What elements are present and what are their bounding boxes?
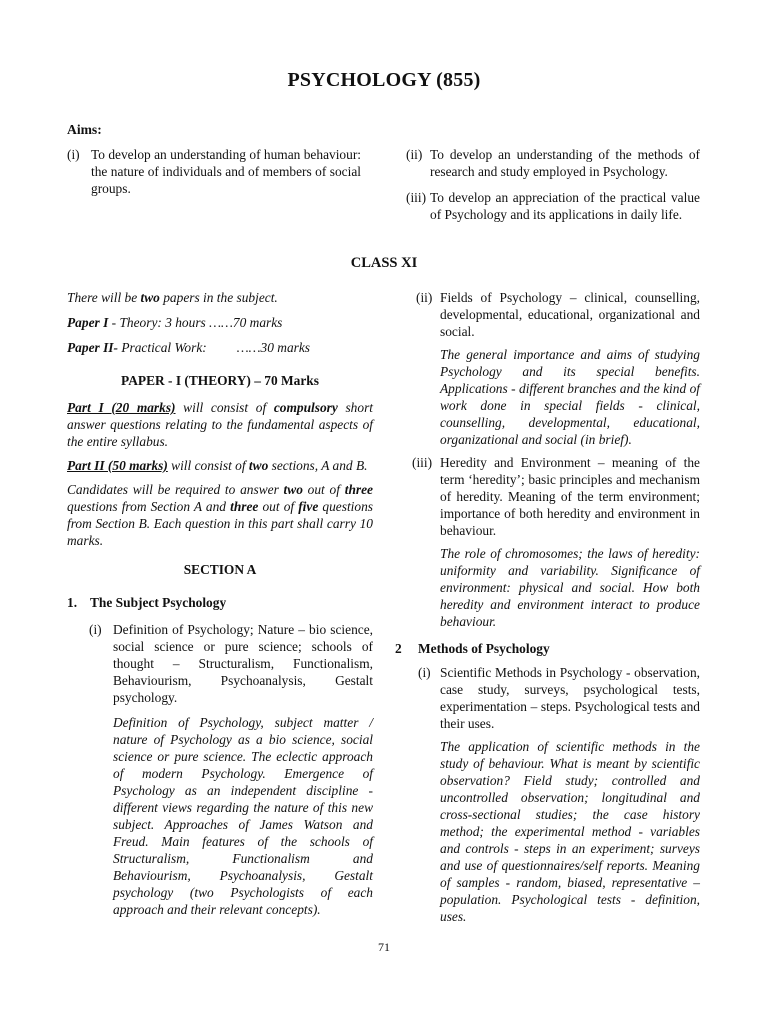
note-text: out of — [302, 482, 345, 497]
aim-item-1 — [67, 146, 361, 197]
part-bold: two — [248, 458, 269, 473]
subitem-text: Definition of Psychology; Nature – bio science, social science or pure science; schools of thought – Structuralism, Functionalism, Behaviourism, Psychoanalysis, Gestalt psychology. — [113, 622, 373, 705]
topic2-heading — [395, 640, 700, 657]
class-heading: CLASS XI — [350, 255, 418, 271]
part-text: sections, A and B. — [268, 458, 368, 473]
paper1-text: - Theory: 3 hours ……70 marks — [108, 315, 283, 330]
topic2-subitem — [412, 664, 700, 732]
aims-right-column — [406, 146, 700, 223]
aim-item-3 — [406, 189, 700, 223]
note-text: out of — [258, 499, 299, 514]
paper-heading: PAPER - I (THEORY) – 70 Marks — [121, 373, 319, 388]
part2-label: Part II (50 marks) — [67, 458, 168, 473]
note-bold: three — [344, 482, 373, 497]
intro-text: There will be — [67, 290, 141, 305]
part2-description — [67, 457, 373, 474]
topic2-detail: The application of scientific methods in the study of behaviour. What is meant by scientific observation? Field study; controlled and uncontrolled observation; longitudinal and cross-sectional studies; the case history method; the experimental method - variables and controls - steps in an experiment; surveys and use of questionnaires/self reports. Meaning of samples - random, biased, representative – population. Psychological tests - definition, uses. — [440, 739, 700, 924]
papers-intro — [67, 289, 373, 306]
aim-number: (iii) — [406, 190, 427, 205]
subitem-ii-detail: The general importance and aims of studying Psychology and its special benefits. Applications - different branches and the kind of work done in special fields - clinical, counselling, developmental, educational, organizational and social (in brief). — [440, 347, 700, 447]
subitem-iii-detail: The role of chromosomes; the laws of heredity: uniformity and variability. Significance of environment: physical and social. How both heredity and environment interact to produce behaviour. — [440, 546, 700, 629]
topic1-subitem — [89, 621, 373, 706]
aim-text: To develop an understanding of human behaviour: the nature of individuals and of members of social groups. — [91, 147, 361, 196]
topic1-title: The Subject Psychology — [90, 595, 227, 610]
topic1-subitem-ii — [412, 289, 700, 340]
aims-left-column — [67, 146, 361, 197]
note-bold: two — [283, 482, 303, 497]
paper2-text: Practical Work: — [117, 340, 207, 355]
subitem-number: (i) — [89, 622, 102, 637]
part-text: short answer questions relating to the fundamental aspects of the entire syllabus. — [67, 400, 373, 449]
section-a-heading: SECTION A — [183, 562, 257, 577]
aims-heading: Aims: — [67, 122, 102, 137]
aim-text: To develop an understanding of the methods of research and study employed in Psychology. — [430, 147, 700, 179]
subitem-text: Scientific Methods in Psychology - observation, case study, surveys, psychological tests, experimentation – steps. Psychological tests and their uses. — [440, 665, 700, 731]
subitem-number: (iii) — [412, 455, 433, 470]
topic1-heading — [67, 594, 373, 611]
note-bold: three — [230, 499, 259, 514]
aim-number: (i) — [67, 147, 80, 162]
topic1-detail: Definition of Psychology, subject matter / nature of Psychology as a bio science, social science or pure science. The eclectic approach of modern Psychology. Emergence of Psychology as an independent discipline - different views regarding the nature of this new subject. Approaches of James Watson and Freud. Main features of the schools of Structuralism, Functionalism and Behaviourism, Psychoanalysis, Gestalt psychology (two Psychologists of each approach and their relevant concepts). — [113, 715, 373, 917]
note-bold: five — [298, 499, 319, 514]
intro-bold: two — [140, 290, 160, 305]
paper1-label: Paper I — [67, 315, 109, 330]
topic1-number: 1. — [67, 595, 78, 610]
aim-number: (ii) — [406, 147, 423, 162]
part-text: will consist of — [175, 400, 274, 415]
topic1-subitem-iii — [412, 454, 700, 539]
paper2-marks: ……30 marks — [236, 340, 311, 355]
subitem-text: Heredity and Environment – meaning of the term ‘heredity’; basic principles and mechanism of heredity. Meaning of the term environment; importance of both heredity and environment in behaviour. — [440, 455, 700, 538]
subitem-number: (ii) — [416, 290, 433, 305]
left-column — [67, 289, 373, 918]
topic2-title: Methods of Psychology — [418, 641, 550, 656]
paper1-line — [67, 314, 373, 331]
part-bold: compulsory — [273, 400, 338, 415]
paper2-line — [67, 339, 373, 356]
page-title: PSYCHOLOGY (855) — [287, 69, 481, 91]
part1-label: Part I (20 marks) — [67, 400, 176, 415]
intro-text: papers in the subject. — [159, 290, 278, 305]
subitem-text: Fields of Psychology – clinical, counselling, developmental, educational, organizational and social. — [440, 290, 700, 339]
subitem-number: (i) — [418, 665, 431, 680]
part-text: will consist of — [167, 458, 249, 473]
note-text: questions from Section A and — [67, 499, 231, 514]
topic2-number: 2 — [395, 641, 402, 656]
page-number: 71 — [378, 940, 390, 954]
part1-description — [67, 399, 373, 450]
aim-item-2 — [406, 146, 700, 180]
note-text: questions from Section B. Each question in this part shall carry 10 marks. — [67, 499, 373, 548]
paper2-label: Paper II- — [67, 340, 118, 355]
aim-text: To develop an appreciation of the practical value of Psychology and its applications in daily life. — [430, 190, 700, 222]
topic2-body — [412, 664, 700, 925]
right-column — [412, 289, 700, 630]
candidates-note — [67, 481, 373, 549]
note-text: Candidates will be required to answer — [67, 482, 284, 497]
